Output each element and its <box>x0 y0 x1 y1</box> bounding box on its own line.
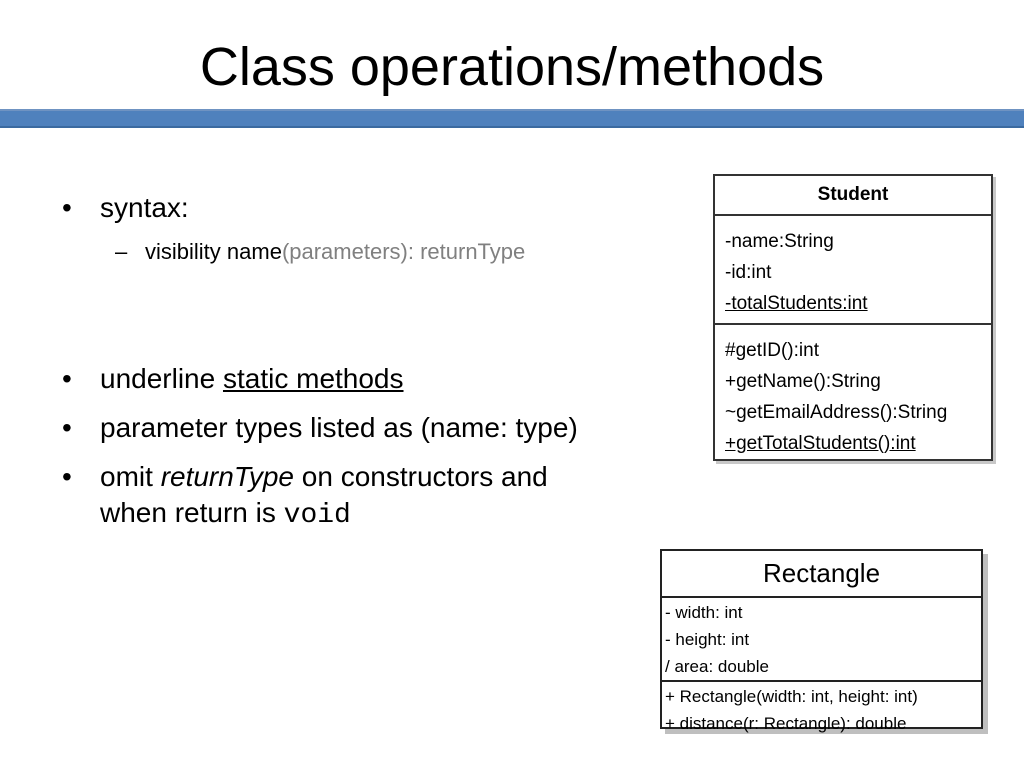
operation-row: + distance(r: Rectangle): double <box>665 714 907 733</box>
attribute-row: -name:String <box>725 231 834 252</box>
omit-line2: when return is <box>100 497 284 528</box>
omit-suffix: on constructors and <box>294 461 548 492</box>
bullet-underline <box>62 361 404 397</box>
operation-row: + Rectangle(width: int, height: int) <box>665 687 918 706</box>
rectangle-attributes <box>662 598 981 682</box>
student-class-name: Student <box>715 176 991 216</box>
static-methods-text: static methods <box>222 363 404 394</box>
underline-prefix: underline <box>100 363 223 394</box>
title-divider-bar <box>0 109 1024 128</box>
rectangle-class-name: Rectangle <box>662 551 981 598</box>
syntax-params-return: (parameters): returnType <box>281 239 526 264</box>
bullet-dot-icon: • <box>62 412 72 443</box>
param-types-text: parameter types listed as (name: type) <box>100 412 578 443</box>
omit-prefix: omit <box>100 461 161 492</box>
attribute-row: - height: int <box>665 630 750 649</box>
syntax-visibility-name: visibility name <box>145 239 282 264</box>
operation-row: #getID():int <box>725 340 819 361</box>
attribute-row: - width: int <box>665 603 743 622</box>
student-attributes <box>715 216 991 325</box>
dash-icon: – <box>115 239 128 264</box>
return-type-italic: returnType <box>160 461 295 492</box>
student-operations <box>715 325 991 463</box>
student-class-diagram <box>713 174 993 461</box>
slide-title: Class operations/methods <box>199 37 825 97</box>
rectangle-operations <box>662 682 981 737</box>
void-code: void <box>283 500 351 531</box>
attribute-row: -id:int <box>725 262 772 283</box>
bullet-dot-icon: • <box>62 461 72 492</box>
bullet-param-types <box>62 410 578 446</box>
rectangle-class-diagram <box>660 549 983 733</box>
static-operation-row: +getTotalStudents():int <box>725 433 916 454</box>
bullet-omit <box>62 459 548 534</box>
bullet-syntax <box>62 190 189 226</box>
bullet-dot-icon: • <box>62 192 72 223</box>
operation-row: ~getEmailAddress():String <box>725 402 948 423</box>
static-attribute-row: -totalStudents:int <box>725 293 868 314</box>
operation-row: +getName():String <box>725 371 881 392</box>
bullet-syntax-text: syntax: <box>100 192 189 223</box>
sub-bullet-syntax <box>115 237 526 267</box>
attribute-row: / area: double <box>665 657 769 676</box>
bullet-dot-icon: • <box>62 363 72 394</box>
